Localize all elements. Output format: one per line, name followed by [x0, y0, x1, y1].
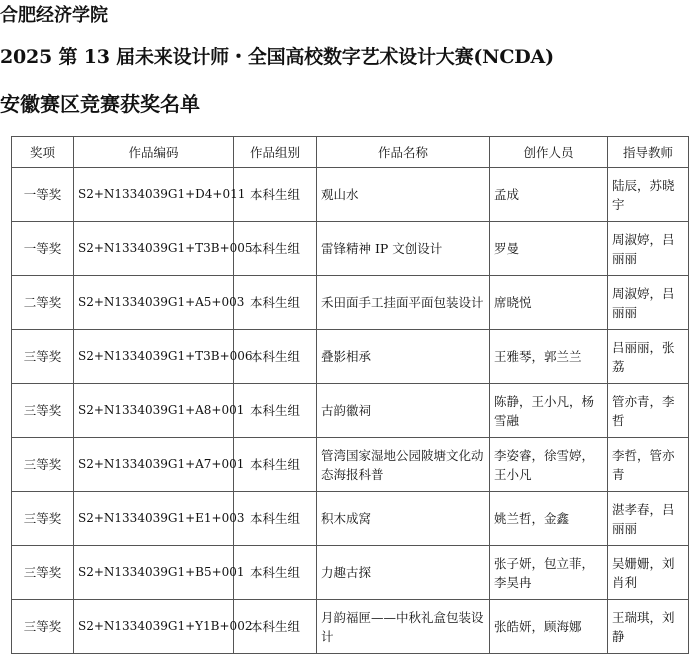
table-row	[12, 438, 689, 492]
award-cell: 一等奖	[12, 222, 74, 276]
advisors-cell: 李哲，管亦青	[608, 438, 689, 492]
advisors-cell: 陆辰，苏晓宇	[608, 168, 689, 222]
creators-cell: 罗曼	[490, 222, 608, 276]
code-cell: S2+N1334039G1+E1+003	[74, 492, 234, 546]
table-header-row	[12, 137, 689, 168]
institution-title: 合肥经济学院	[0, 5, 108, 26]
code-cell: S2+N1334039G1+Y1B+002	[74, 600, 234, 654]
award-cell: 三等奖	[12, 384, 74, 438]
column-header-title: 作品名称	[317, 137, 490, 168]
code-cell: S2+N1334039G1+A8+001	[74, 384, 234, 438]
code-cell: S2+N1334039G1+A7+001	[74, 438, 234, 492]
award-cell: 二等奖	[12, 276, 74, 330]
group-cell: 本科生组	[234, 384, 317, 438]
code-cell: S2+N1334039G1+B5+001	[74, 546, 234, 600]
creators-cell: 李姿睿，徐雪婷，王小凡	[490, 438, 608, 492]
creators-cell: 张子妍，包立菲，李昊冉	[490, 546, 608, 600]
code-cell: S2+N1334039G1+D4+011	[74, 168, 234, 222]
award-cell: 三等奖	[12, 492, 74, 546]
title-cell: 叠影相承	[317, 330, 490, 384]
column-header-advisors: 指导教师	[608, 137, 689, 168]
award-table	[11, 136, 689, 654]
award-cell: 三等奖	[12, 438, 74, 492]
advisors-cell: 管亦青，李哲	[608, 384, 689, 438]
column-header-code: 作品编码	[74, 137, 234, 168]
title-cell: 力趣古探	[317, 546, 490, 600]
column-header-group: 作品组别	[234, 137, 317, 168]
title-cell: 禾田面手工挂面平面包装设计	[317, 276, 490, 330]
table-row	[12, 330, 689, 384]
title-cell: 雷锋精神 IP 文创设计	[317, 222, 490, 276]
code-cell: S2+N1334039G1+T3B+006	[74, 330, 234, 384]
list-title: 安徽赛区竞赛获奖名单	[0, 92, 200, 116]
title-cell: 观山水	[317, 168, 490, 222]
code-cell: S2+N1334039G1+T3B+005	[74, 222, 234, 276]
group-cell: 本科生组	[234, 168, 317, 222]
award-cell: 三等奖	[12, 600, 74, 654]
group-cell: 本科生组	[234, 222, 317, 276]
group-cell: 本科生组	[234, 438, 317, 492]
creators-cell: 陈静，王小凡，杨雪融	[490, 384, 608, 438]
advisors-cell: 王瑞琪，刘静	[608, 600, 689, 654]
advisors-cell: 吴姗姗，刘肖利	[608, 546, 689, 600]
title-cell: 管湾国家湿地公园陂塘文化动态海报科普	[317, 438, 490, 492]
group-cell: 本科生组	[234, 276, 317, 330]
creators-cell: 王雅琴，郭兰兰	[490, 330, 608, 384]
column-header-award: 奖项	[12, 137, 74, 168]
table-row	[12, 276, 689, 330]
award-cell: 三等奖	[12, 330, 74, 384]
creators-cell: 张皓妍，顾海娜	[490, 600, 608, 654]
creators-cell: 孟成	[490, 168, 608, 222]
advisors-cell: 湛孝春，吕丽丽	[608, 492, 689, 546]
title-cell: 古韵徽祠	[317, 384, 490, 438]
table-row	[12, 546, 689, 600]
award-cell: 一等奖	[12, 168, 74, 222]
table-row	[12, 384, 689, 438]
table-row	[12, 222, 689, 276]
group-cell: 本科生组	[234, 600, 317, 654]
group-cell: 本科生组	[234, 546, 317, 600]
group-cell: 本科生组	[234, 330, 317, 384]
advisors-cell: 周淑婷，吕丽丽	[608, 276, 689, 330]
column-header-creators: 创作人员	[490, 137, 608, 168]
table-row	[12, 600, 689, 654]
advisors-cell: 吕丽丽，张荔	[608, 330, 689, 384]
creators-cell: 席晓悦	[490, 276, 608, 330]
table-row	[12, 168, 689, 222]
title-cell: 月韵福匣——中秋礼盒包装设计	[317, 600, 490, 654]
group-cell: 本科生组	[234, 492, 317, 546]
table-row	[12, 492, 689, 546]
competition-title: 2025 第 13 届未来设计师・全国高校数字艺术设计大赛(NCDA)	[0, 46, 554, 68]
creators-cell: 姚兰哲，金鑫	[490, 492, 608, 546]
code-cell: S2+N1334039G1+A5+003	[74, 276, 234, 330]
award-cell: 三等奖	[12, 546, 74, 600]
advisors-cell: 周淑婷，吕丽丽	[608, 222, 689, 276]
title-cell: 积木成窝	[317, 492, 490, 546]
